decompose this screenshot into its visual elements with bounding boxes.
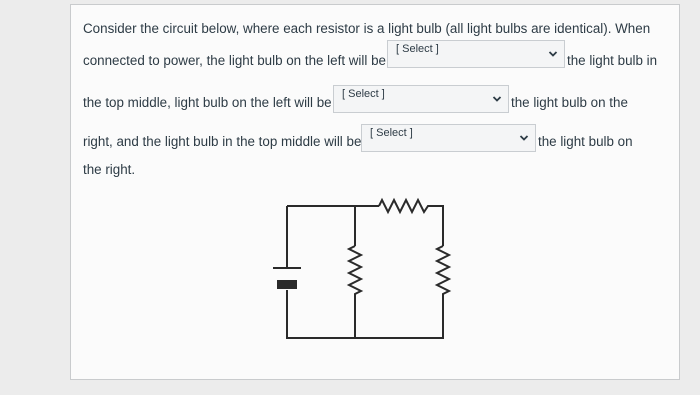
- question-text-line-3-end: the light bulb on the: [511, 95, 628, 110]
- chevron-down-icon: [548, 49, 558, 59]
- battery-symbol: [273, 267, 301, 289]
- left-lower-wire: [287, 290, 443, 338]
- dropdown-value: [ Select ]: [370, 127, 413, 139]
- resistor-top-middle: [379, 200, 431, 212]
- dropdown-left-vs-right[interactable]: [333, 85, 509, 113]
- question-text-line-5: the right.: [83, 162, 136, 177]
- circuit-diagram: [261, 188, 461, 348]
- top-right-wire: [431, 206, 443, 246]
- dropdown-top-middle-vs-right[interactable]: [361, 124, 536, 152]
- question-text-line-2: connected to power, the light bulb on the left will be: [83, 53, 386, 68]
- dropdown-value: [ Select ]: [396, 43, 439, 55]
- dropdown-value: [ Select ]: [342, 88, 385, 100]
- chevron-down-icon: [519, 133, 529, 143]
- question-card: [70, 4, 680, 380]
- chevron-down-icon: [492, 94, 502, 104]
- question-text-line-4: right, and the light bulb in the top middle will be: [83, 134, 362, 149]
- dropdown-left-vs-top-middle[interactable]: [387, 40, 565, 68]
- question-text-line-3: the top middle, light bulb on the left will be: [83, 95, 332, 110]
- question-text-line-1: Consider the circuit below, where each resistor is a light bulb (all light bulbs are identical). When: [83, 21, 651, 36]
- question-text-line-4-end: the light bulb on: [538, 134, 633, 149]
- resistor-left: [349, 246, 361, 296]
- resistor-right: [437, 246, 449, 296]
- question-text-line-2-end: the light bulb in: [567, 53, 658, 68]
